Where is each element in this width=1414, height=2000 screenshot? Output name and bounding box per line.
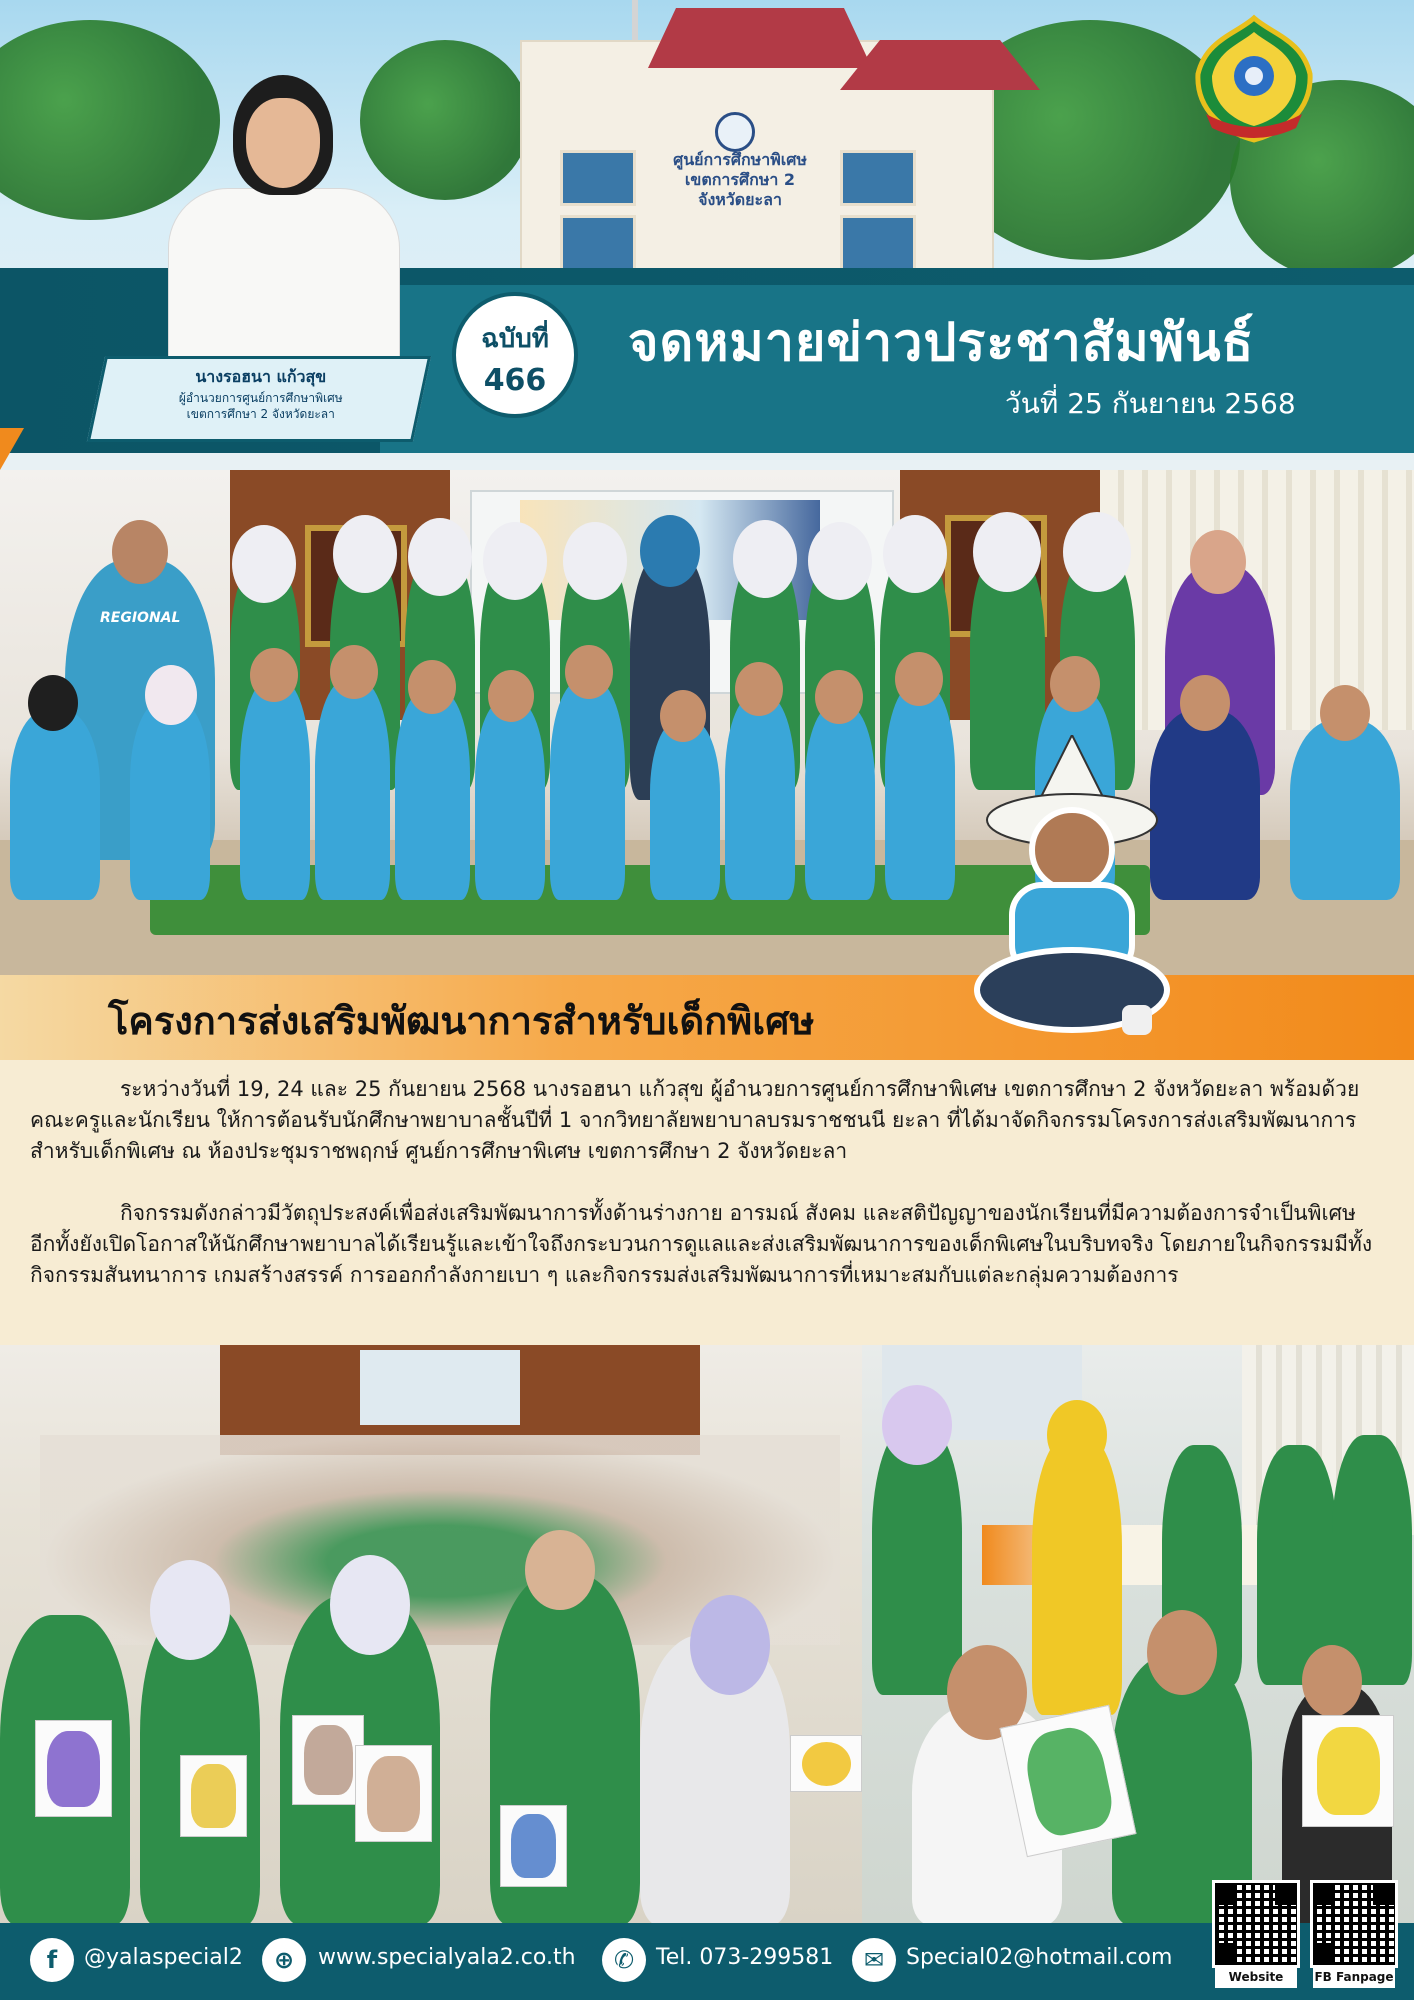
email-link[interactable]: Special02@hotmail.com <box>906 1945 1173 1970</box>
school-emblem-logo <box>1192 14 1316 144</box>
child-head <box>1302 1645 1362 1717</box>
director-photo <box>128 70 388 360</box>
regional-shirt-text: REGIONAL <box>100 610 181 626</box>
child-head <box>250 648 298 702</box>
director-area: เขตการศึกษา 2 จังหวัดยะลา <box>186 407 335 422</box>
child <box>240 680 310 900</box>
main-group-photo <box>0 470 1414 975</box>
director-name: นางรอฮนา แก้วสุข <box>195 367 327 386</box>
student-nurse-head <box>232 525 296 603</box>
teacher-head <box>112 520 168 584</box>
qr-code-website[interactable] <box>1212 1880 1300 1968</box>
website-link[interactable]: www.specialyala2.co.th <box>318 1945 576 1970</box>
nurse-head <box>690 1595 770 1695</box>
activity-photo-hands <box>0 1345 862 1923</box>
issue-badge <box>452 292 578 418</box>
phone-icon[interactable]: ✆ <box>602 1938 646 1982</box>
student-nurse-head <box>483 522 547 600</box>
child-head <box>28 675 78 731</box>
student-nurse-head <box>973 512 1041 592</box>
hand-drawing <box>1302 1715 1394 1827</box>
student-nurse-head <box>1063 512 1131 592</box>
director-name-card <box>87 356 431 442</box>
building-roof <box>620 8 900 68</box>
child <box>550 680 625 900</box>
child <box>475 700 545 900</box>
email-icon[interactable]: ✉ <box>852 1938 896 1982</box>
child-head <box>488 670 534 722</box>
globe-icon[interactable]: ⊕ <box>262 1938 306 1982</box>
nurse-head <box>150 1560 230 1660</box>
nurse-head <box>330 1555 410 1655</box>
costume-green <box>872 1425 962 1695</box>
issue-number: 466 <box>483 363 547 398</box>
child <box>130 700 210 900</box>
costume-yellow <box>1032 1435 1122 1715</box>
director-position: ผู้อำนวยการศูนย์การศึกษาพิเศษ <box>178 391 343 405</box>
fruit-drawing <box>790 1735 862 1792</box>
article-body <box>0 1060 1414 1345</box>
student-nurse-head <box>333 515 397 593</box>
hand-drawing <box>180 1755 247 1837</box>
child <box>10 710 100 900</box>
child-head <box>145 665 197 725</box>
child-head <box>660 690 706 742</box>
student-nurse-head <box>563 522 627 600</box>
building-window <box>560 150 636 206</box>
qr-fb-label: FB Fanpage <box>1313 1966 1395 1988</box>
child-head <box>408 660 456 714</box>
child <box>650 720 720 900</box>
nurse-head <box>525 1530 595 1610</box>
nurse-head <box>1147 1610 1217 1695</box>
qr-code-fb-fanpage[interactable] <box>1310 1880 1398 1968</box>
student-nurse-head <box>808 522 872 600</box>
building-window <box>840 215 916 271</box>
building-window <box>840 150 916 206</box>
article-paragraph-1: ระหว่างวันที่ 19, 24 และ 25 กันยายน 2568 นางรอฮนา แก้วสุข ผู้อำนวยการศูนย์การศึกษาพิเศษ เขตการศึกษา 2 จังหวัดยะลา พร้อมด้วยคณะครูและนักเรียน ให้การต้อนรับนักศึกษาพยาบาลชั้นปีที่ 1 จากวิทยาลัยพยาบาลบรมราชชนนี ยะลา ที่ได้มาจัดกิจกรรมโครงการส่งเสริมพัฒนาการสำหรับเด็กพิเศษ ณ ห้องประชุมราชพฤกษ์ ศูนย์การศึกษาพิเศษ เขตการศึกษา 2 จังหวัดยะลา <box>30 1077 1360 1163</box>
child-wheelchair <box>1290 720 1400 900</box>
teacher-head <box>640 515 700 587</box>
child-head <box>895 652 943 706</box>
child-head <box>735 662 783 716</box>
hand-drawing <box>500 1805 567 1887</box>
child <box>885 685 955 900</box>
child <box>315 680 390 900</box>
child-head <box>1050 656 1100 712</box>
phone-link[interactable]: Tel. 073-299581 <box>656 1945 834 1970</box>
hand-drawing <box>355 1745 432 1842</box>
building-sign: ศูนย์การศึกษาพิเศษ เขตการศึกษา 2 จังหวัดยะลา <box>673 150 807 209</box>
child <box>395 690 470 900</box>
student-nurse-head <box>883 515 947 593</box>
footer <box>0 1923 1414 2000</box>
student-nurse-head <box>733 520 797 598</box>
child-head <box>330 645 378 699</box>
child-head <box>1180 675 1230 731</box>
activity-photo-costumes <box>862 1345 1414 1923</box>
child-cutout-photo <box>972 735 1172 1055</box>
child-head <box>565 645 613 699</box>
hand-drawing <box>35 1720 112 1817</box>
director-face <box>246 98 320 188</box>
issue-label: ฉบับที่ <box>481 324 549 354</box>
child-head <box>815 670 863 724</box>
facebook-link[interactable]: @yalaspecial2 <box>84 1945 243 1970</box>
director-uniform <box>168 188 400 360</box>
costume-head <box>1047 1400 1107 1470</box>
project-title: โครงการส่งเสริมพัฒนาการสำหรับเด็กพิเศษ <box>108 999 815 1043</box>
newsletter-date: วันที่ 25 กันยายน 2568 <box>1005 387 1296 420</box>
header <box>0 0 1414 470</box>
building-window <box>560 215 636 271</box>
teacher-head <box>1190 530 1246 594</box>
costume-head <box>882 1385 952 1465</box>
child-head <box>1320 685 1370 741</box>
facebook-icon[interactable]: f <box>30 1938 74 1982</box>
building-emblem-icon <box>715 112 755 152</box>
newsletter-title: จดหมายข่าวประชาสัมพันธ์ <box>628 313 1255 373</box>
student-nurse-head <box>408 518 472 596</box>
qr-website-label: Website <box>1215 1966 1297 1988</box>
article-paragraph-2: กิจกรรมดังกล่าวมีวัตถุประสงค์เพื่อส่งเสริมพัฒนาการทั้งด้านร่างกาย อารมณ์ สังคม และสติปัญญาของนักเรียนที่มีความต้องการจำเป็นพิเศษ อีกทั้งยังเปิดโอกาสให้นักศึกษาพยาบาลได้เรียนรู้และเข้าใจถึงกระบวนการดูแลและส่งเสริมพัฒนาการของเด็กพิเศษในบริบทจริง โดยภายในกิจกรรมมีทั้งกิจกรรมสันทนาการ เกมสร้างสรรค์ การออกกำลังกายเบา ๆ และกิจกรรมส่งเสริมพัฒนาการที่เหมาะสมกับแต่ละกลุ่มความต้องการ <box>30 1201 1373 1287</box>
hand-drawing <box>292 1715 364 1805</box>
child <box>805 705 875 900</box>
projection-screen <box>360 1350 520 1425</box>
child <box>725 695 795 900</box>
